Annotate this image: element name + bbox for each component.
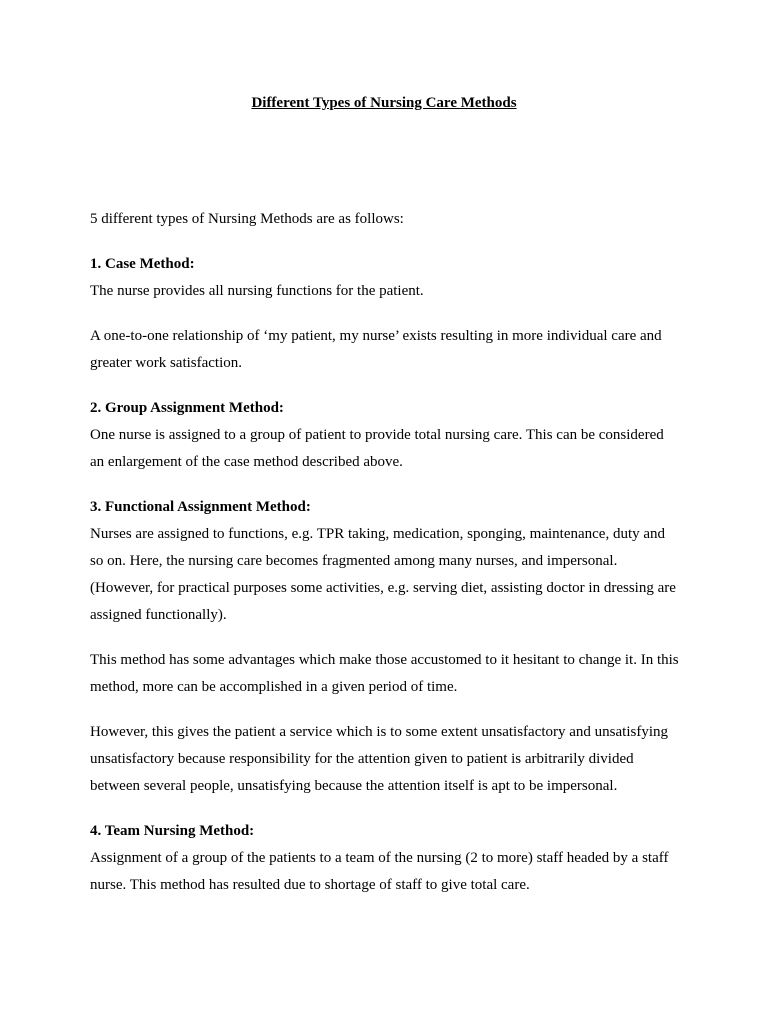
section-functional-assignment-method bbox=[90, 494, 680, 800]
section-group-assignment-method bbox=[90, 395, 680, 476]
section-paragraph: A one-to-one relationship of ‘my patient, my nurse’ exists resulting in more individual care and greater work satisfaction. bbox=[90, 328, 662, 371]
intro-paragraph: 5 different types of Nursing Methods are as follows: bbox=[90, 211, 404, 227]
section-heading: 4. Team Nursing Method: bbox=[90, 823, 255, 839]
section-heading: 3. Functional Assignment Method: bbox=[90, 499, 311, 515]
section-team-nursing-method bbox=[90, 818, 680, 899]
section-paragraph: This method has some advantages which make those accustomed to it hesitant to change it. In this method, more can be accomplished in a given period of time. bbox=[90, 652, 679, 695]
section-paragraph: However, this gives the patient a service which is to some extent unsatisfactory and unsatisfying unsatisfactory because responsibility for the attention given to patient is arbitrarily divided between several people, unsatisfying because the attention itself is apt to be impersonal. bbox=[90, 724, 669, 794]
section-paragraph: One nurse is assigned to a group of patient to provide total nursing care. This can be considered an enlargement of the case method described above. bbox=[90, 427, 664, 470]
section-case-method bbox=[90, 251, 680, 377]
section-heading: 1. Case Method: bbox=[90, 256, 195, 272]
document-body bbox=[90, 206, 680, 899]
document-title: Different Types of Nursing Care Methods bbox=[251, 95, 517, 111]
section-paragraph: Assignment of a group of the patients to a team of the nursing (2 to more) staff headed by a staff nurse. This method has resulted due to shortage of staff to give total care. bbox=[90, 850, 669, 893]
section-paragraph: The nurse provides all nursing functions for the patient. bbox=[90, 283, 424, 299]
section-heading: 2. Group Assignment Method: bbox=[90, 400, 284, 416]
section-paragraph: Nurses are assigned to functions, e.g. TPR taking, medication, sponging, maintenance, duty and so on. Here, the nursing care becomes fragmented among many nurses, and impersonal. (However, for practical purposes some activities, e.g. serving diet, assisting doctor in dressing are assigned functionally). bbox=[90, 526, 676, 623]
